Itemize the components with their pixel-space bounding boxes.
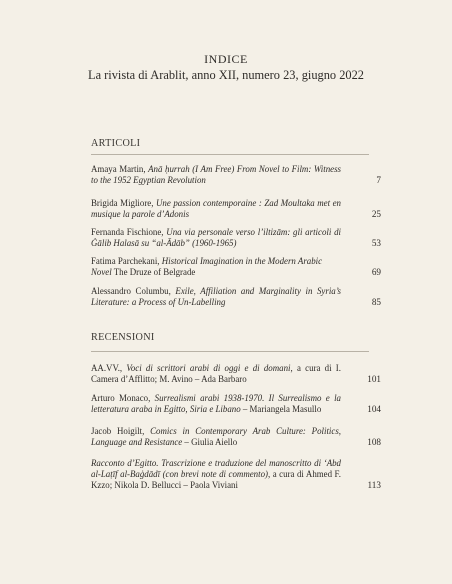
entry-title: Historical Imagination in the Modern Arabic Novel <box>91 256 323 277</box>
entry-author: Brigida Migliore, <box>91 198 157 208</box>
index-title: INDICE <box>204 52 248 66</box>
entry-rest: – Mariangela Masullo <box>240 404 322 414</box>
toc-entry-article-2[interactable] <box>91 198 381 220</box>
section-divider <box>91 351 369 352</box>
entry-rest: – Giulia Aiello <box>182 437 238 447</box>
entry-page-number: 7 <box>376 175 381 185</box>
section-label-recensioni: RECENSIONI <box>91 332 155 343</box>
entry-rest: The Druze of Belgrade <box>111 267 196 277</box>
entry-author: Arturo Monaco, <box>91 393 155 403</box>
entry-page-number: 69 <box>371 267 381 277</box>
index-header <box>0 52 452 83</box>
toc-entry-article-3[interactable] <box>91 227 381 249</box>
section-divider <box>91 154 369 155</box>
toc-entry-review-1[interactable] <box>91 363 381 385</box>
entry-title: Voci di scrittori arabi di oggi e di domani <box>126 363 291 373</box>
entry-author: Fatima Parchekani, <box>91 256 162 266</box>
entry-author: Fernanda Fischione, <box>91 227 167 237</box>
entry-title: Racconto d’Egitto. Trascrizione e traduzione del manoscritto di ‘Abd al-Laṭīf al-Baġdādī (con brevi note di commento) <box>91 458 341 479</box>
entry-rest: , a cura di Ahmed F. Kzzo; Nikola D. Bellucci – Paola Viviani <box>91 469 341 490</box>
entry-title: Surrealismi arabi 1938-1970. Il Surrealismo e la letteratura araba in Egitto, Siria e Libano <box>91 393 341 414</box>
entry-author: Jacob Hoigilt, <box>91 426 151 436</box>
journal-issue-subtitle: La rivista di Arablit, anno XII, numero 23, giugno 2022 <box>88 68 364 82</box>
entry-page-number: 85 <box>371 297 381 307</box>
toc-entry-review-3[interactable] <box>91 426 381 448</box>
entry-title: Comics in Contemporary Arab Culture: Politics, Language and Resistance <box>91 426 341 447</box>
entry-author: Amaya Martin, <box>91 164 149 174</box>
toc-entry-review-4[interactable] <box>91 458 381 491</box>
entry-page-number: 113 <box>367 480 381 490</box>
entry-page-number: 104 <box>367 404 381 414</box>
entry-page-number: 101 <box>367 374 381 384</box>
entry-author: Alessandro Columbu, <box>91 286 176 296</box>
toc-entry-article-5[interactable] <box>91 286 381 308</box>
toc-entry-article-1[interactable] <box>91 164 381 186</box>
toc-entry-article-4[interactable] <box>91 256 381 278</box>
section-label-articoli: ARTICOLI <box>91 138 141 149</box>
entry-page-number: 53 <box>371 238 381 248</box>
entry-rest: , a cura di I. Camera d’Afflitto; M. Avino – Ada Barbaro <box>91 363 341 384</box>
entry-title: Une passion contemporaine : Zad Moultaka met en musique la parole d’Adonis <box>91 198 341 219</box>
toc-entry-review-2[interactable] <box>91 393 381 415</box>
entry-title: Anā ḥurrah (I Am Free) From Novel to Film: Witness to the 1952 Egyptian Revolution <box>91 164 341 185</box>
entry-page-number: 108 <box>367 437 381 447</box>
entry-page-number: 25 <box>371 209 381 219</box>
entry-title: Una via personale verso l’iltizām: gli articoli di Ġālib Halasā su “al-Ādāb” (1960-1965) <box>91 227 341 248</box>
entry-author: AA.VV., <box>91 363 127 373</box>
entry-title: Exile, Affiliation and Marginality in Syria’s Literature: a Process of Un-Labelling <box>91 286 341 307</box>
